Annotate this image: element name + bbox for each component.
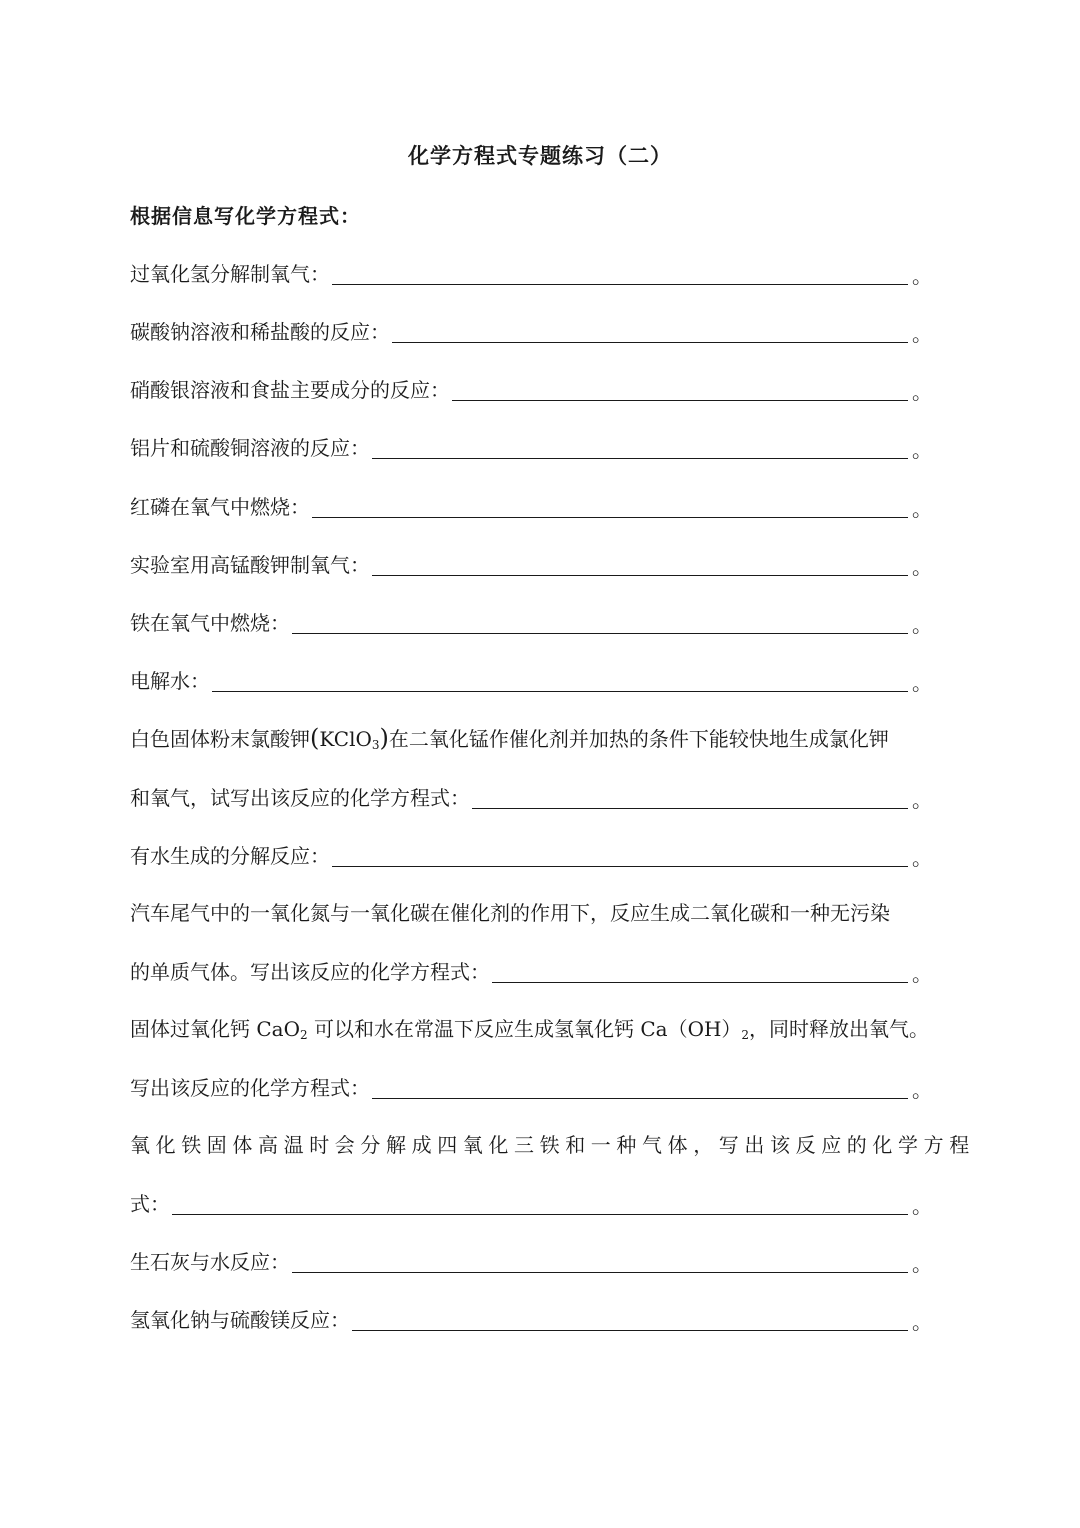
question-row [130, 546, 930, 582]
question-label: 红磷在氧气中燃烧： [130, 495, 310, 519]
answer-blank[interactable] [172, 1214, 908, 1215]
answer-blank[interactable] [332, 284, 908, 285]
question-label: 过氧化氢分解制氧气： [130, 262, 330, 286]
formula-subscript: 2 [741, 1028, 750, 1042]
period-mark: 。 [912, 264, 932, 288]
answer-blank[interactable] [372, 458, 908, 459]
answer-blank[interactable] [212, 691, 908, 692]
question-row [130, 1069, 930, 1105]
answer-blank[interactable] [292, 1272, 908, 1273]
answer-blank[interactable] [492, 982, 908, 983]
question-label: 电解水： [130, 669, 210, 693]
question-text: 汽车尾气中的一氧化氮与一氧化碳在催化剂的作用下，反应生成二氧化碳和一种无污染 [130, 901, 890, 925]
answer-blank[interactable] [332, 866, 908, 867]
question-label: 式： [130, 1192, 170, 1216]
question-label: 的单质气体。写出该反应的化学方程式： [130, 960, 490, 984]
period-mark: 。 [912, 1310, 932, 1334]
answer-blank[interactable] [372, 1098, 908, 1099]
section-heading: 根据信息写化学方程式： [130, 204, 361, 228]
question-label: 写出该反应的化学方程式： [130, 1076, 370, 1100]
question-text: 氧化铁固体高温时会分解成四氧化三铁和一种气体，写出该反应的化学方程 [130, 1133, 975, 1157]
paren-open: ( [310, 724, 320, 752]
question-label: 实验室用高锰酸钾制氧气： [130, 553, 370, 577]
period-mark: 。 [912, 555, 932, 579]
question-label: 碳酸钠溶液和稀盐酸的反应： [130, 320, 390, 344]
period-mark: 。 [912, 497, 932, 521]
question-label: 硝酸银溶液和食盐主要成分的反应： [130, 378, 450, 402]
question-row [130, 662, 930, 698]
period-mark: 。 [912, 438, 932, 462]
answer-blank[interactable] [392, 342, 908, 343]
question-row [130, 604, 930, 640]
period-mark: 。 [912, 1252, 932, 1276]
question-row [130, 837, 930, 873]
question-row [130, 313, 930, 349]
answer-blank[interactable] [352, 1330, 908, 1331]
period-mark: 。 [912, 671, 932, 695]
period-mark: 。 [912, 1078, 932, 1102]
question-row [130, 1243, 930, 1279]
answer-blank[interactable] [372, 575, 908, 576]
question-row [130, 779, 930, 815]
formula-subscript: 3 [371, 738, 380, 752]
paren-close: ) [379, 724, 389, 752]
formula-subscript: 2 [299, 1028, 308, 1042]
question-text: 白色固体粉末氯酸钾 [130, 727, 310, 751]
period-mark: 。 [912, 1194, 932, 1218]
page-title: 化学方程式专题练习（二） [408, 143, 672, 168]
period-mark: 。 [912, 613, 932, 637]
question-label: 有水生成的分解反应： [130, 844, 330, 868]
question-row [130, 1301, 930, 1337]
question-row [130, 429, 930, 465]
question-row [130, 255, 930, 291]
period-mark: 。 [912, 962, 932, 986]
period-mark: 。 [912, 380, 932, 404]
answer-blank[interactable] [292, 633, 908, 634]
question-text-cao2 [130, 1011, 960, 1047]
question-label: 生石灰与水反应： [130, 1250, 290, 1274]
question-label: 铁在氧气中燃烧： [130, 611, 290, 635]
question-row [130, 953, 930, 989]
formula-kclo3: KClO [319, 727, 372, 751]
answer-blank[interactable] [312, 517, 908, 518]
question-row [130, 1185, 930, 1221]
question-label: 和氧气，试写出该反应的化学方程式： [130, 786, 470, 810]
question-label: 氢氧化钠与硫酸镁反应： [130, 1308, 350, 1332]
question-label: 铝片和硫酸铜溶液的反应： [130, 436, 370, 460]
question-text: 在二氧化锰作催化剂并加热的条件下能较快地生成氯化钾 [388, 727, 889, 751]
question-text: 固体过氧化钙 CaO [130, 1017, 300, 1041]
answer-blank[interactable] [472, 808, 908, 809]
question-text: 可以和水在常温下反应生成氢氧化钙 Ca（OH） [307, 1017, 742, 1041]
question-row [130, 488, 930, 524]
question-text: ，同时释放出氧气。 [749, 1017, 930, 1041]
period-mark: 。 [912, 788, 932, 812]
period-mark: 。 [912, 846, 932, 870]
answer-blank[interactable] [452, 400, 908, 401]
period-mark: 。 [912, 322, 932, 346]
question-text-kclo3 [130, 720, 960, 756]
question-row [130, 371, 930, 407]
